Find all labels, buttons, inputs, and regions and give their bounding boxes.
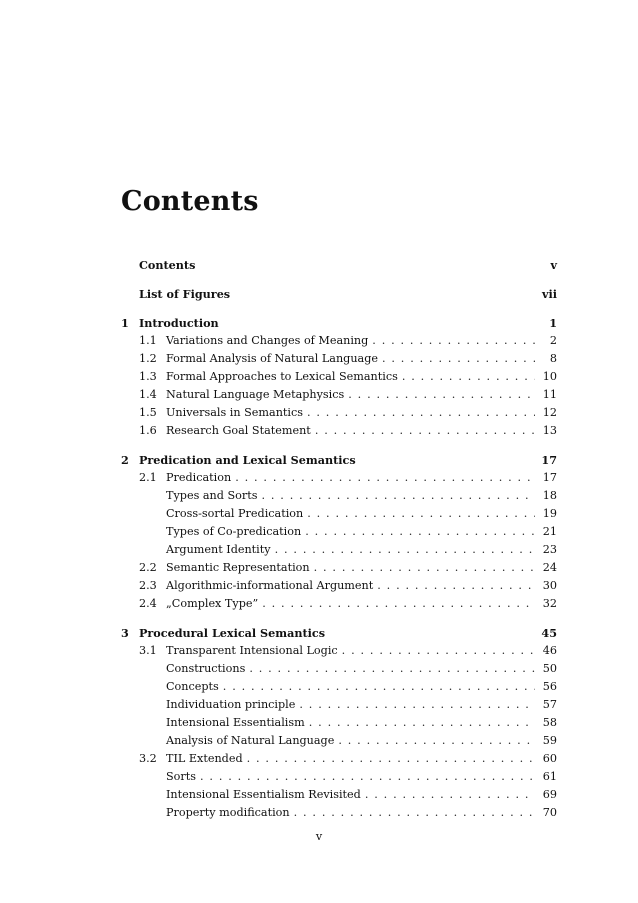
toc-entry-title: Types of Co-predication	[166, 525, 302, 538]
dot-leader	[382, 350, 535, 368]
toc-gap	[121, 274, 557, 285]
dot-leader	[305, 523, 535, 541]
toc-entry-number: 2.1	[139, 471, 157, 484]
toc-entry-page: 59	[542, 734, 557, 747]
toc-entry-title: Transparent Intensional Logic	[166, 644, 338, 657]
toc-entry-page: 21	[542, 525, 557, 538]
toc-entry-title: Universals in Semantics	[166, 406, 303, 419]
dot-leader	[307, 505, 535, 523]
toc-entry-number: 2.2	[139, 561, 157, 574]
dot-leader	[338, 732, 535, 750]
toc-entry-title: Intensional Essentialism	[166, 716, 305, 729]
toc-entry-page: 58	[542, 716, 557, 729]
toc-entry-page: 45	[541, 626, 557, 640]
toc-entry-page: 32	[542, 597, 557, 610]
toc-entry-title: TIL Extended	[166, 752, 243, 765]
dot-leader	[307, 404, 535, 422]
toc-entry-section[interactable]	[121, 750, 557, 768]
toc-entry-title: Formal Analysis of Natural Language	[166, 352, 378, 365]
toc-entry-chapter[interactable]	[121, 314, 557, 332]
toc-entry-subsection[interactable]	[121, 696, 557, 714]
dot-leader	[262, 595, 535, 613]
toc-entry-title: Intensional Essentialism Revisited	[166, 788, 361, 801]
toc-entry-number: 2	[121, 453, 129, 467]
toc-entry-section[interactable]	[121, 404, 557, 422]
toc-entry-page: v	[550, 258, 557, 272]
toc-entry-number: 3	[121, 626, 129, 640]
toc-entry-title: List of Figures	[139, 287, 231, 301]
dot-leader	[365, 786, 535, 804]
toc-entry-title: Argument Identity	[166, 543, 271, 556]
toc-entry-page: 19	[542, 507, 557, 520]
toc-entry-title: Types and Sorts	[166, 489, 258, 502]
toc-entry-title: Introduction	[139, 316, 219, 330]
toc-entry-section[interactable]	[121, 469, 557, 487]
table-of-contents	[121, 256, 557, 822]
toc-entry-page: 11	[542, 388, 557, 401]
toc-entry-title: Sorts	[166, 770, 196, 783]
toc-entry-page: 46	[542, 644, 557, 657]
toc-entry-title: Natural Language Metaphysics	[166, 388, 345, 401]
toc-entry-page: 8	[549, 352, 557, 365]
toc-entry-page: 69	[542, 788, 557, 801]
toc-entry-title: Cross-sortal Predication	[166, 507, 304, 520]
dot-leader	[377, 577, 535, 595]
toc-gap	[121, 303, 557, 314]
toc-gap	[121, 440, 557, 451]
toc-entry-subsection[interactable]	[121, 732, 557, 750]
toc-entry-subsection[interactable]	[121, 523, 557, 541]
toc-entry-title: Individuation principle	[166, 698, 296, 711]
toc-entry-subsection[interactable]	[121, 487, 557, 505]
toc-entry-number: 2.4	[139, 597, 157, 610]
dot-leader	[223, 678, 535, 696]
toc-entry-subsection[interactable]	[121, 541, 557, 559]
toc-entry-title: Property modification	[166, 806, 290, 819]
dot-leader	[249, 660, 535, 678]
toc-entry-page: 30	[542, 579, 557, 592]
toc-entry-title: Concepts	[166, 680, 219, 693]
dot-leader	[342, 642, 535, 660]
toc-entry-page: 60	[542, 752, 557, 765]
dot-leader	[372, 332, 535, 350]
toc-entry-section[interactable]	[121, 386, 557, 404]
toc-entry-subsection[interactable]	[121, 786, 557, 804]
toc-entry-number: 2.3	[139, 579, 157, 592]
dot-leader	[299, 696, 535, 714]
dot-leader	[261, 487, 535, 505]
dot-leader	[235, 469, 535, 487]
toc-entry-page: 57	[542, 698, 557, 711]
page-number: v	[315, 830, 323, 843]
toc-entry-title: Formal Approaches to Lexical Semantics	[166, 370, 398, 383]
dot-leader	[294, 804, 535, 822]
dot-leader	[200, 768, 535, 786]
toc-entry-chapter[interactable]	[121, 256, 557, 274]
toc-entry-title: Contents	[139, 258, 196, 272]
toc-entry-number: 1.5	[139, 406, 157, 419]
toc-entry-title: Research Goal Statement	[166, 424, 311, 437]
toc-entry-section[interactable]	[121, 577, 557, 595]
toc-entry-subsection[interactable]	[121, 660, 557, 678]
toc-entry-chapter[interactable]	[121, 451, 557, 469]
toc-entry-title: Semantic Representation	[166, 561, 310, 574]
toc-entry-title: Constructions	[166, 662, 246, 675]
toc-entry-page: 2	[549, 334, 557, 347]
dot-leader	[247, 750, 535, 768]
dot-leader	[275, 541, 535, 559]
toc-entry-page: 13	[542, 424, 557, 437]
toc-entry-section[interactable]	[121, 595, 557, 613]
toc-entry-subsection[interactable]	[121, 768, 557, 786]
toc-entry-page: 1	[549, 316, 557, 330]
toc-entry-section[interactable]	[121, 332, 557, 350]
toc-entry-page: 50	[542, 662, 557, 675]
dot-leader	[315, 422, 535, 440]
toc-entry-page: 17	[542, 471, 557, 484]
toc-entry-number: 1.2	[139, 352, 157, 365]
toc-entry-page: 24	[542, 561, 557, 574]
toc-gap	[121, 613, 557, 624]
toc-entry-chapter[interactable]	[121, 285, 557, 303]
toc-entry-section[interactable]	[121, 559, 557, 577]
toc-entry-section[interactable]	[121, 368, 557, 386]
toc-entry-title: Predication	[166, 471, 232, 484]
toc-entry-title: „Complex Type”	[166, 597, 259, 610]
toc-entry-page: vii	[541, 287, 557, 301]
toc-entry-subsection[interactable]	[121, 714, 557, 732]
toc-entry-title: Algorithmic-informational Argument	[166, 579, 374, 592]
toc-entry-number: 1.4	[139, 388, 157, 401]
toc-entry-section[interactable]	[121, 422, 557, 440]
toc-entry-number: 1.6	[139, 424, 157, 437]
toc-entry-subsection[interactable]	[121, 678, 557, 696]
toc-entry-number: 1.1	[139, 334, 157, 347]
toc-entry-number: 1	[121, 316, 129, 330]
toc-entry-title: Predication and Lexical Semantics	[139, 453, 356, 467]
toc-entry-page: 56	[542, 680, 557, 693]
toc-entry-section[interactable]	[121, 350, 557, 368]
dot-leader	[314, 559, 535, 577]
toc-entry-title: Analysis of Natural Language	[166, 734, 335, 747]
dot-leader	[309, 714, 535, 732]
toc-entry-number: 3.2	[139, 752, 157, 765]
toc-entry-page: 10	[542, 370, 557, 383]
toc-entry-number: 3.1	[139, 644, 157, 657]
toc-entry-title: Variations and Changes of Meaning	[166, 334, 369, 347]
toc-entry-page: 17	[541, 453, 557, 467]
toc-entry-number: 1.3	[139, 370, 157, 383]
dot-leader	[348, 386, 535, 404]
dot-leader	[402, 368, 535, 386]
toc-entry-page: 12	[542, 406, 557, 419]
toc-entry-page: 18	[542, 489, 557, 502]
page-title: Contents	[121, 186, 259, 218]
toc-entry-page: 70	[542, 806, 557, 819]
toc-entry-subsection[interactable]	[121, 505, 557, 523]
toc-entry-title: Procedural Lexical Semantics	[139, 626, 325, 640]
toc-entry-page: 23	[542, 543, 557, 556]
toc-entry-chapter[interactable]	[121, 624, 557, 642]
toc-entry-page: 61	[542, 770, 557, 783]
toc-entry-section[interactable]	[121, 642, 557, 660]
toc-entry-subsection[interactable]	[121, 804, 557, 822]
